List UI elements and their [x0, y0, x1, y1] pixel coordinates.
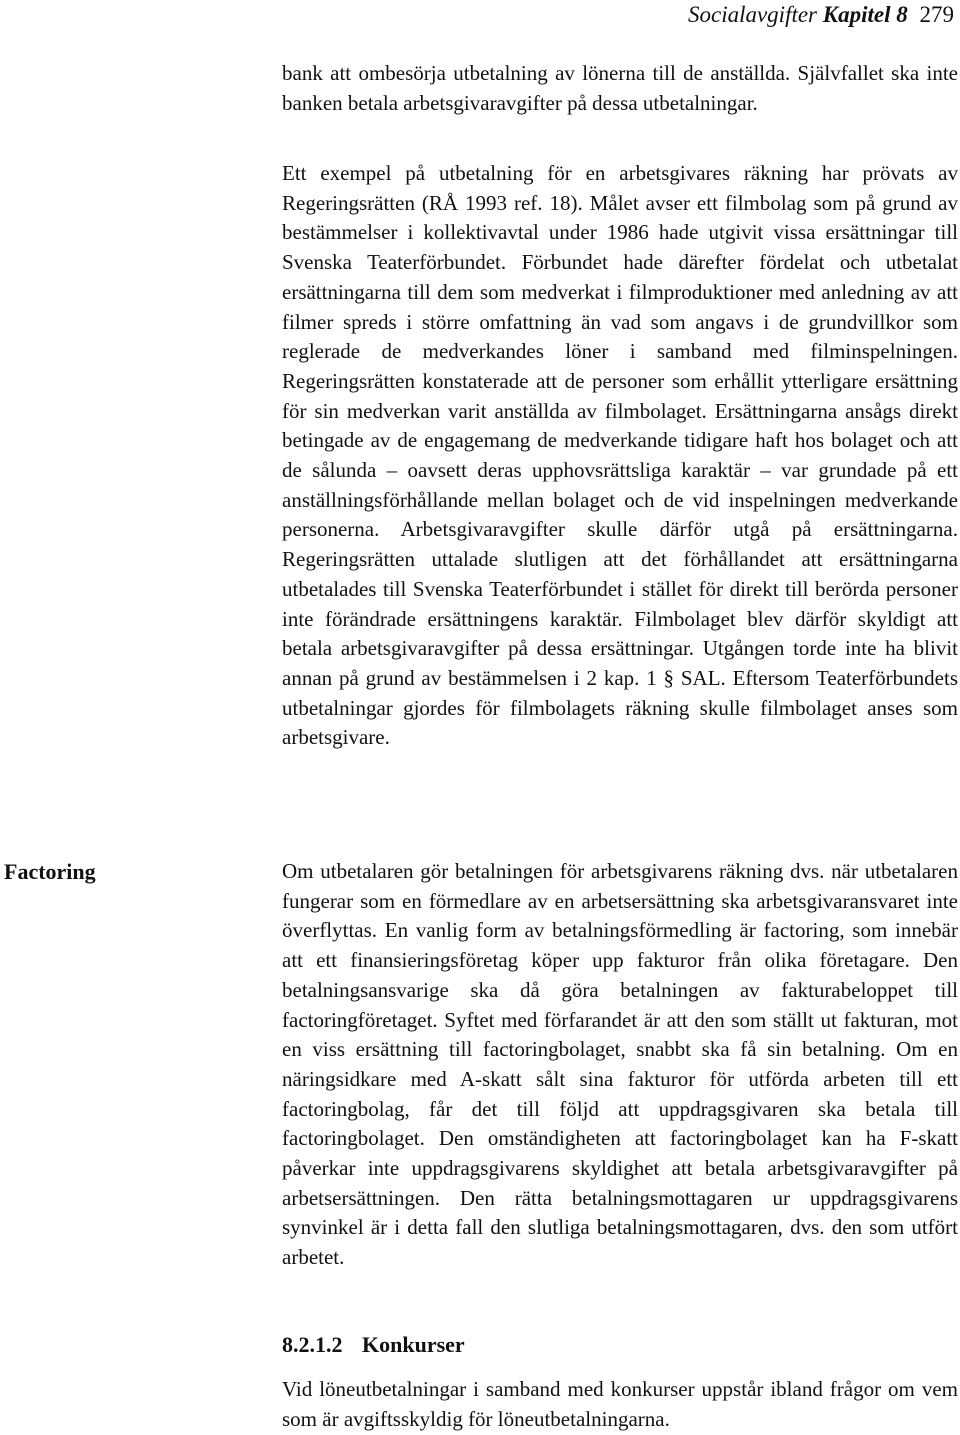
body-paragraph-2 — [282, 159, 958, 753]
margin-heading-factoring: Factoring — [4, 859, 96, 884]
section-heading — [282, 1330, 465, 1360]
running-header — [688, 0, 954, 40]
header-chapter: Kapitel 8 — [822, 2, 908, 27]
section-title: Konkurser — [362, 1332, 465, 1357]
body-paragraph-konkurser — [282, 1375, 958, 1434]
page-number: 279 — [919, 2, 954, 27]
paragraph-text: Ett exempel på utbetalning för en arbetsgivares räkning har prövats av Regeringsrätten (RÅ 1993 ref. 18). Målet avser ett filmbolag som på grund av bestämmelser i kollektivavtal under 1986 hade utgivit vissa ersättningar till Svenska Teaterförbundet. Förbundet hade därefter fördelat och utbetalat ersättningarna till dem som medverkat i filmproduktioner med anledning av att filmer spreds i större omfattning än vad som angavs i de grundvillkor som reglerade de medverkandes löner i samband med filminspelningen. Regeringsrätten konstaterade att de personer som erhållit ytterligare ersättning för sin medverkan varit anställda av filmbolaget. Ersättningarna ansågs direkt betingade av de engagemang de medverkande tidigare haft hos bolaget och att de sålunda – oavsett deras upphovsrättsliga karaktär – var grundade på ett anställningsförhållande mellan bolaget och de vid inspelningen medverkande personerna. Arbetsgivaravgifter skulle därför utgå på ersättningarna. Regeringsrätten uttalade slutligen att det förhållandet att ersättningarna utbetalades till Svenska Teaterförbundet i stället för direkt till berörda personer inte förändrade ersättningens karaktär. Filmbolaget blev därför skyldigt att betala arbetsgivaravgifter på dessa ersättningar. Utgången torde inte ha blivit annan på grund av bestämmelsen i 2 kap. 1 § SAL. Eftersom Teaterförbundets utbetalningar gjordes för filmbolagets räkning skulle filmbolaget anses som arbetsgivare. — [282, 161, 958, 750]
body-paragraph-1 — [282, 59, 958, 118]
paragraph-text: Om utbetalaren gör betalningen för arbetsgivarens räkning dvs. när utbetalaren fungerar som en förmedlare av en arbetsersättning ska arbetsgivaransvaret inte överflyttas. En vanlig form av betalningsförmedling är factoring, som innebär att ett finansieringsföretag köper upp fakturor från olika företagare. Den betalningsansvarige ska då göra betalningen av fakturabeloppet till factoringföretaget. Syftet med förfarandet är att den som ställt ut fakturan, mot en viss ersättning till factoringbolaget, snabbt ska få sin betalning. Om en näringsidkare med A-skatt sålt sina fakturor för utförda arbeten till ett factoringbolag, får det till följd att uppdragsgivaren ska betala till factoringbolaget. Den omständigheten att factoringbolaget kan ha F-skatt påverkar inte uppdragsgivarens skyldighet att betala arbetsgivaravgifter på arbetsersättningen. Den rätta betalningsmottagaren ur uppdragsgivarens synvinkel är i detta fall den slutliga betalningsmottagaren, dvs. den som utfört arbetet. — [282, 859, 958, 1270]
paragraph-text: bank att ombesörja utbetalning av lönerna till de anställda. Självfallet ska inte banken betala arbetsgivaravgifter på dessa utbetalningar. — [282, 61, 958, 115]
body-paragraph-factoring — [282, 857, 958, 1273]
section-number: 8.2.1.2 — [282, 1332, 343, 1357]
paragraph-text: Vid löneutbetalningar i samband med konkurser uppstår ibland frågor om vem som är avgiftsskyldig för löneutbetalningarna. — [282, 1377, 958, 1431]
header-section-title: Socialavgifter — [687, 2, 818, 27]
